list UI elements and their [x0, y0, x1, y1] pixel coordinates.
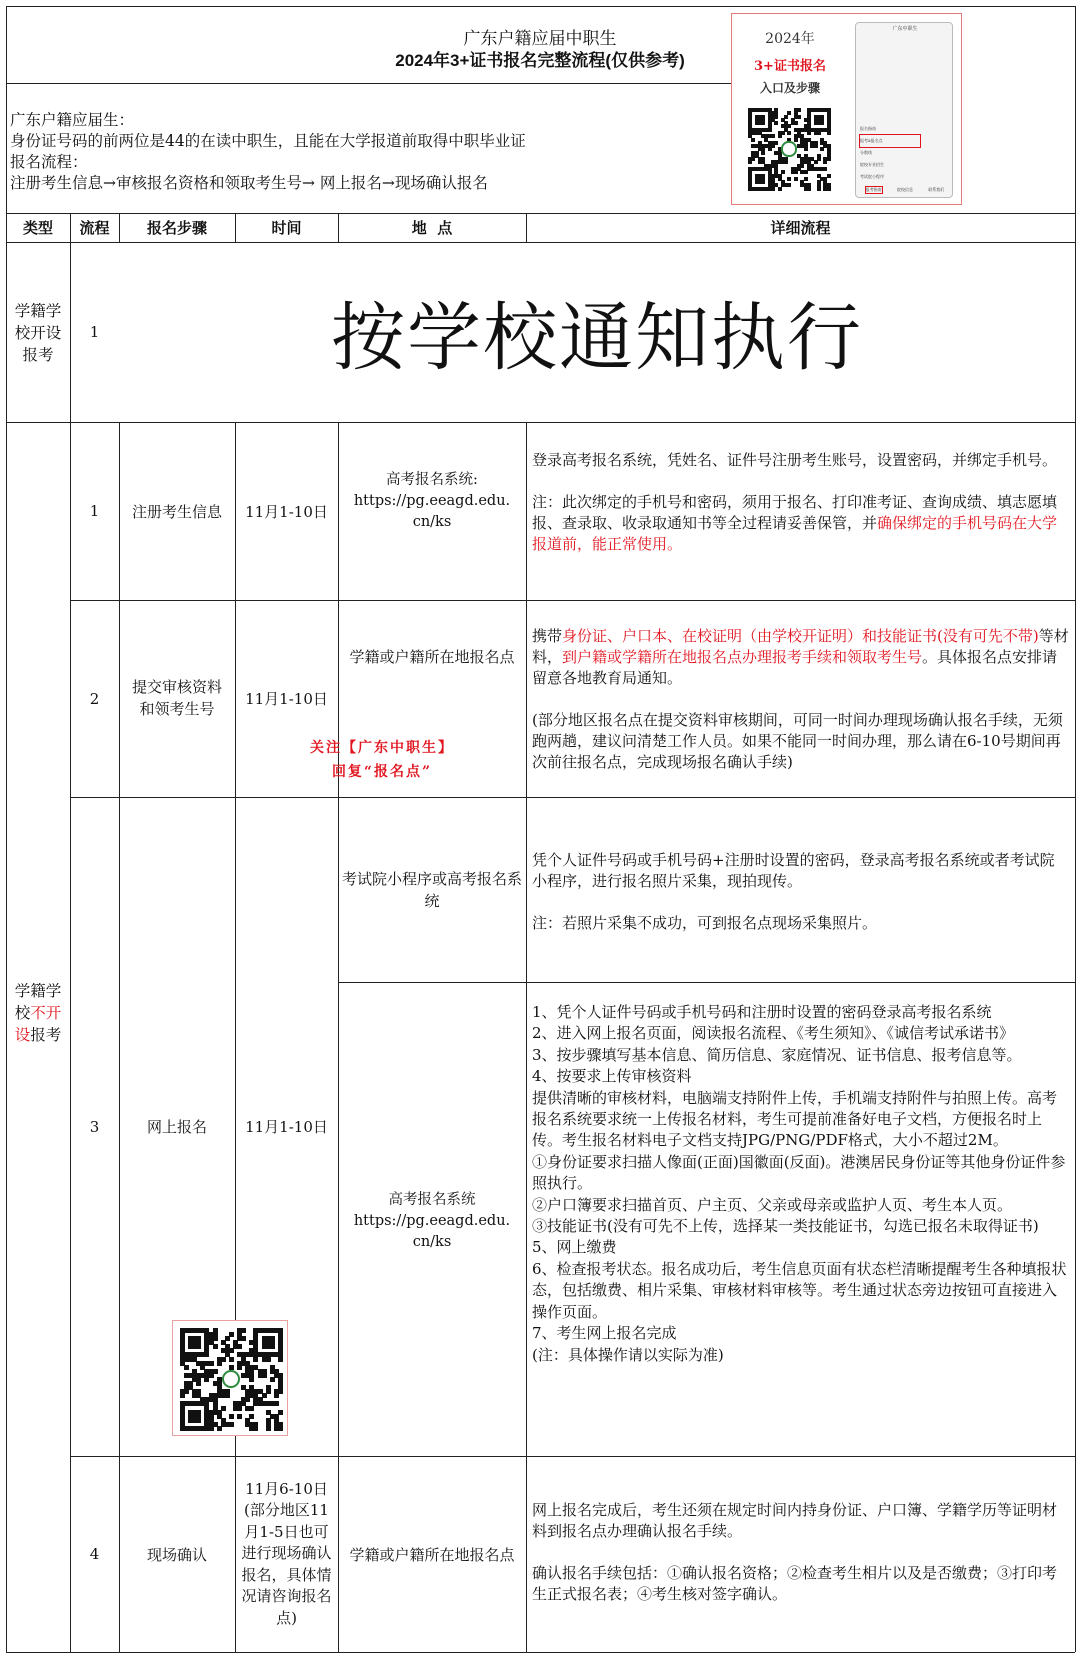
qr-module: [204, 1352, 209, 1357]
qr-module: [196, 1344, 201, 1349]
qr-module: [771, 187, 775, 191]
qr-module: [270, 1344, 275, 1349]
promo-left: [738, 18, 842, 198]
detail-line: 7、考生网上报名完成: [532, 1324, 677, 1343]
qr-module: [761, 151, 765, 155]
qr-module: [253, 1426, 258, 1431]
qr-module: [229, 1365, 234, 1370]
qr-module: [827, 131, 831, 135]
qr-module: [262, 1373, 267, 1378]
seal-icon: [222, 1370, 241, 1389]
qr-module: [784, 160, 788, 164]
qr-module: [807, 131, 811, 135]
qr-module: [778, 134, 782, 138]
qr-module: [823, 160, 827, 164]
qr-module: [278, 1426, 283, 1431]
qr-module: [794, 177, 798, 181]
qr-module: [768, 128, 772, 132]
row4-detail: 网上报名完成后，考生还须在规定时间内持身份证、户口簿、学籍学历等证明材料到报名点办理确认报名手续。 确认报名手续包括：①确认报名资格；②检查考生相片以及是否缴费；③打印考生正式报名表；④考生核对签字确认。: [532, 1501, 1058, 1603]
qr-module: [794, 138, 798, 142]
qr-module: [237, 1344, 242, 1349]
qr-module: [209, 1361, 214, 1366]
row2-step: 提交审核资料 和领考生号: [131, 678, 222, 718]
qr-module: [204, 1377, 209, 1382]
detail-line: (注：具体操作请以实际为准): [532, 1345, 724, 1364]
header-place: 地 点: [411, 219, 453, 237]
qr-code-icon: [180, 1328, 282, 1430]
row2-time: 11月1-10日: [245, 690, 328, 708]
header-detail: 详细流程: [770, 219, 831, 237]
qr-module: [229, 1357, 234, 1362]
phone-tab: 联系我们: [928, 187, 945, 192]
row3-place-2[interactable]: 高考报名系统 https://pg.eeagd.edu. cn/ks: [353, 1192, 511, 1250]
row4-place: 学籍或户籍所在地报名点: [349, 1545, 515, 1564]
promo-card[interactable]: [731, 13, 962, 205]
detail-line: 1、凭个人证件号码或手机号码和注册时设置的密码登录高考报名系统: [532, 1003, 992, 1021]
section1-notice: 按学校通知执行: [331, 295, 863, 381]
qr-module: [184, 1365, 189, 1370]
qr-module: [229, 1422, 234, 1427]
qr-module: [196, 1418, 201, 1423]
qr-module: [209, 1426, 214, 1431]
detail-line: ③技能证书(没有可先不上传，选择某一类技能证书，勾选已报名未取得证书): [532, 1217, 1039, 1236]
qr-module: [213, 1344, 218, 1349]
row4-time: 11月6-10日(部分地区11月1-5日也可进行现场确认报名，具体情况请咨询报名点): [241, 1479, 332, 1627]
phone-menu-item: 院校专业招生: [860, 162, 884, 167]
qr-module: [778, 187, 782, 191]
follow-notice: 关注【广东中职生】 回复“报名点”: [310, 740, 454, 780]
phone-menu: [860, 123, 920, 183]
phone-tabs: [858, 187, 952, 193]
qr-module: [774, 121, 778, 125]
qr-module: [797, 115, 801, 119]
promo-subtitle: 3+证书报名: [754, 58, 826, 74]
detail-line: 提供清晰的审核材料，电脑端支持附件上传，手机端支持附件与拍照上传。高考报名系统要求统一上传报名材料，考生可提前准备好电子文档，方便报名时上传。考生报名材料电子文档支持JPG/PNG/PDF格式，大小不超过2M。: [532, 1088, 1058, 1150]
phone-menu-item: 考试院小程序: [860, 174, 884, 179]
row1-place[interactable]: 高考报名系统: https://pg.eeagd.edu. cn/ks: [353, 472, 511, 530]
qr-module: [253, 1357, 258, 1362]
detail-line: 2、进入网上报名页面，阅读报名流程、《考生须知》、《诚信考试承诺书》: [532, 1024, 1015, 1043]
qr-module: [217, 1426, 222, 1431]
detail-line: ②户口簿要求扫描首页、户主页、父亲或母亲或监护人页、考生本人页。: [532, 1195, 1013, 1214]
section1-type: 学籍学 校开设 报考: [14, 302, 62, 364]
detail-line: 6、检查报考状态。报名成功后，考生信息页面有状态栏清晰提醒考生各种填报状态，包括缴费、相片采集、审核材料审核等。考生通过状态旁边按钮可直接进入操作页面。: [532, 1259, 1067, 1321]
row3-step: 网上报名: [146, 1118, 207, 1136]
qr-module: [196, 1381, 201, 1386]
qr-module: [820, 121, 824, 125]
detail-line: 3、按步骤填写基本信息、简历信息、家庭情况、证书信息、报考信息等。: [532, 1045, 1022, 1064]
qr-module: [771, 134, 775, 138]
qr-code-icon: [748, 108, 830, 190]
header-step: 报名步骤: [146, 219, 207, 237]
qr-module: [241, 1336, 246, 1341]
row3-time: 11月1-10日: [245, 1118, 328, 1136]
intro-line-1: 广东户籍应届生：: [10, 111, 135, 129]
qr-module: [827, 187, 831, 191]
qr-module: [237, 1406, 242, 1411]
qr-module: [748, 160, 752, 164]
row1-time: 11月1-10日: [245, 502, 328, 521]
qr-module: [266, 1357, 271, 1362]
qr-module: [804, 170, 808, 174]
qr-module: [225, 1393, 230, 1398]
qr-module: [807, 187, 811, 191]
phone-menu-item: 报考&报名点: [860, 135, 920, 147]
phone-title: 广东中职生: [892, 26, 918, 32]
header-flow: 流程: [79, 219, 110, 237]
qr-module: [274, 1393, 279, 1398]
row3-detail-2: [526, 1002, 1075, 1366]
row1-detail: 登录高考报名系统，凭姓名、证件号注册考生账号，设置密码，并绑定手机号。 注：此次绑定的手机号和密码，须用于报名、打印准考证、查询成绩、填志愿填报、查录取、收录取通知书等全过程请妥善保管，并确保绑定的手机号码在大学报道前，能正常使用。: [532, 451, 1058, 553]
qr-module: [817, 131, 821, 135]
phone-menu-item: 分数线: [860, 150, 872, 155]
qr-module: [787, 177, 791, 181]
detail-line: 5、网上缴费: [532, 1238, 617, 1257]
row3-flow: 3: [89, 1117, 100, 1136]
promo-year: 2024年: [765, 31, 815, 47]
row2-flow: 2: [89, 689, 100, 708]
qr-module: [274, 1401, 279, 1406]
intro-line-4: 注册考生信息→审核报名资格和领取考生号→ 网上报名→现场确认报名: [10, 174, 488, 192]
intro: [10, 110, 730, 194]
qr-module: [180, 1393, 185, 1398]
section2-type: 学籍学 校不开 设报考: [14, 982, 62, 1044]
intro-line-3: 报名流程：: [10, 153, 88, 171]
header-type: 类型: [22, 219, 53, 237]
qr-module: [794, 121, 798, 125]
qr-module: [270, 1377, 275, 1382]
seal-icon: [781, 141, 796, 156]
qr-module: [237, 1365, 242, 1370]
qr-module: [768, 147, 772, 151]
qr-module: [266, 1426, 271, 1431]
promo-subtitle-2: 入口及步骤: [759, 80, 820, 95]
row1-step: 注册考生信息: [131, 502, 222, 521]
detail-line: ①身份证要求扫描人像面(正面)国徽面(反面)。港澳居民身份证等其他身份证件参照执行。: [532, 1152, 1066, 1193]
qr-module: [761, 121, 765, 125]
qr-module: [217, 1361, 222, 1366]
header-time: 时间: [271, 219, 302, 237]
qr-module: [820, 147, 824, 151]
qr-module: [804, 147, 808, 151]
qr-module: [823, 167, 827, 171]
row3-place-1: 考试院小程序或高考报名系统: [341, 869, 522, 910]
section1-flow: 1: [89, 323, 100, 341]
title-line-1: 广东户籍应届中职生: [463, 28, 617, 48]
row3-detail-1: 凭个人证件号码或手机号码+注册时设置的密码，登录高考报名系统或者考试院小程序，进行报名照片采集，现拍现传。 注：若照片采集不成功，可到报名点现场采集照片。: [532, 851, 1055, 932]
qr-module: [249, 1406, 254, 1411]
qr-frame: [172, 1320, 288, 1436]
qr-module: [794, 170, 798, 174]
title-line-2: 2024年3+证书报名完整流程(仅供参考): [395, 50, 685, 70]
phone-tab: 院校信息: [896, 187, 913, 192]
phone-menu-item: 报名指南: [860, 126, 876, 131]
phone-mockup: [855, 22, 953, 198]
phone-tab: 报考指南: [865, 187, 882, 192]
row1-flow: 1: [89, 502, 100, 520]
qr-module: [787, 183, 791, 187]
qr-module: [787, 131, 791, 135]
qr-module: [229, 1414, 234, 1419]
qr-module: [817, 187, 821, 191]
intro-line-2: 身份证号码的前两位是44的在读中职生，且能在大学报道前取得中职毕业证: [10, 132, 526, 150]
qr-module: [761, 180, 765, 184]
row2-place: 学籍或户籍所在地报名点: [349, 647, 515, 666]
qr-module: [278, 1357, 283, 1362]
row4-step: 现场确认: [146, 1545, 207, 1564]
qr-module: [249, 1377, 254, 1382]
row4-flow: 4: [89, 1545, 100, 1563]
qr-module: [751, 138, 755, 142]
qr-module: [814, 144, 818, 148]
qr-module: [237, 1414, 242, 1419]
row2-detail: 携带身份证、户口本、在校证明（由学校开证明）和技能证书(没有可先不带)等材料，到户籍或学籍所在地报名点办理报考手续和领取考生号。具体报名点安排请留意各地教育局通知。 (部分地区报名点在提交资料审核期间，可同一时间办理现场确认报名手续，无须跑两趟，建议问清楚工作人员。如果不能同一时间办理，那么请在6-10号期间再次前往报名点，完成现场报名确认手续): [532, 627, 1069, 771]
detail-line: 4、按要求上传审核资料: [532, 1067, 692, 1086]
